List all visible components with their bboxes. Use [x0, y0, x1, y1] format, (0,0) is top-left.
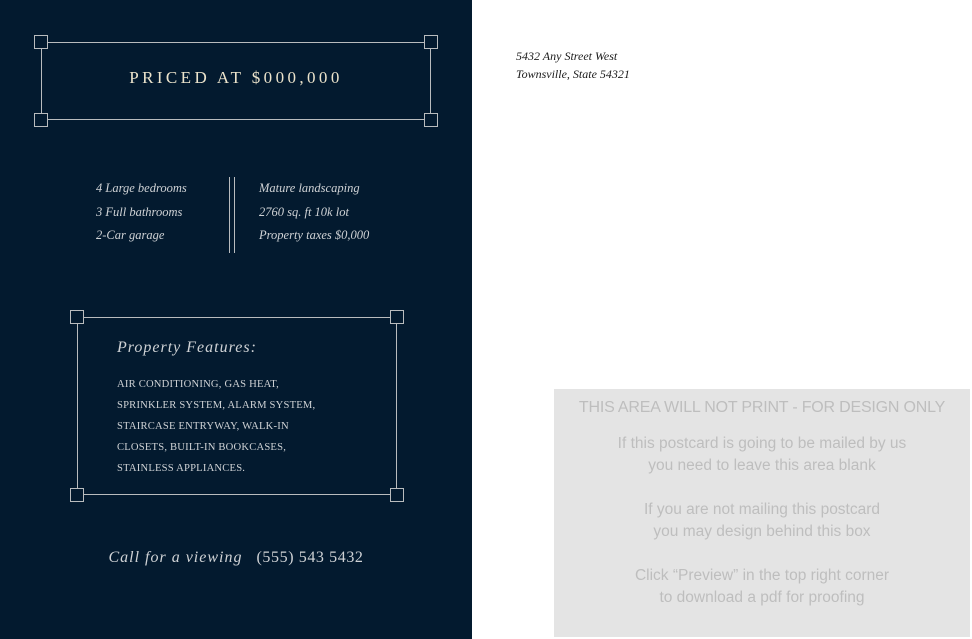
stat-size: 2760 sq. ft 10k lot	[259, 204, 349, 219]
frame-corner	[390, 310, 404, 324]
feature-line: STAINLESS APPLIANCES.	[117, 463, 246, 474]
frame-corner	[34, 113, 48, 127]
frame-corner	[70, 488, 84, 502]
frame-corner	[424, 35, 438, 49]
price-frame	[41, 42, 431, 120]
feature-line: CLOSETS, BUILT-IN BOOKCASES,	[117, 442, 287, 453]
frame-corner	[70, 310, 84, 324]
preview-notice	[554, 565, 970, 609]
mailing-notice	[554, 433, 970, 477]
feature-line: STAIRCASE ENTRYWAY, WALK-IN	[117, 421, 289, 432]
notice-line: If this postcard is going to be mailed by us	[617, 435, 907, 452]
stat-garage: 2-Car garage	[96, 228, 165, 242]
frame-corner	[424, 113, 438, 127]
price-heading: PRICED AT $000,000	[129, 68, 343, 87]
stat-bedrooms: 4 Large bedrooms	[96, 181, 187, 195]
frame-corner	[34, 35, 48, 49]
features-frame	[77, 317, 397, 495]
postcard-front	[0, 0, 472, 639]
stat-bathrooms: 3 Full bathrooms	[96, 204, 183, 219]
stats-left-column	[96, 177, 187, 248]
no-print-heading: THIS AREA WILL NOT PRINT - FOR DESIGN ONLY	[578, 399, 946, 416]
notice-line: Click “Preview” in the top right corner	[634, 567, 890, 584]
notice-line: If you are not mailing this postcard	[643, 501, 881, 518]
no-print-area	[554, 389, 970, 637]
features-title: Property Features:	[117, 339, 257, 356]
stats-right-column	[259, 177, 369, 248]
address-line-1: 5432 Any Street West	[516, 49, 618, 63]
feature-line: AIR CONDITIONING, GAS HEAT,	[117, 379, 280, 390]
notice-line: you may design behind this box	[653, 523, 871, 540]
design-notice	[554, 499, 970, 543]
stat-taxes: Property taxes $0,000	[259, 228, 370, 242]
phone-number: (555) 543 5432	[256, 549, 364, 566]
frame-corner	[390, 488, 404, 502]
postcard-back	[472, 0, 972, 639]
features-list	[117, 374, 357, 479]
stats-divider	[229, 177, 235, 253]
notice-line: to download a pdf for proofing	[659, 589, 865, 606]
cta-label: Call for a viewing	[108, 549, 243, 566]
stat-landscaping: Mature landscaping	[259, 181, 360, 195]
feature-line: SPRINKLER SYSTEM, ALARM SYSTEM,	[117, 400, 316, 411]
notice-line: you need to leave this area blank	[648, 457, 876, 474]
return-address	[516, 47, 630, 83]
call-to-action	[0, 549, 472, 567]
address-line-2: Townsville, State 54321	[516, 67, 630, 81]
